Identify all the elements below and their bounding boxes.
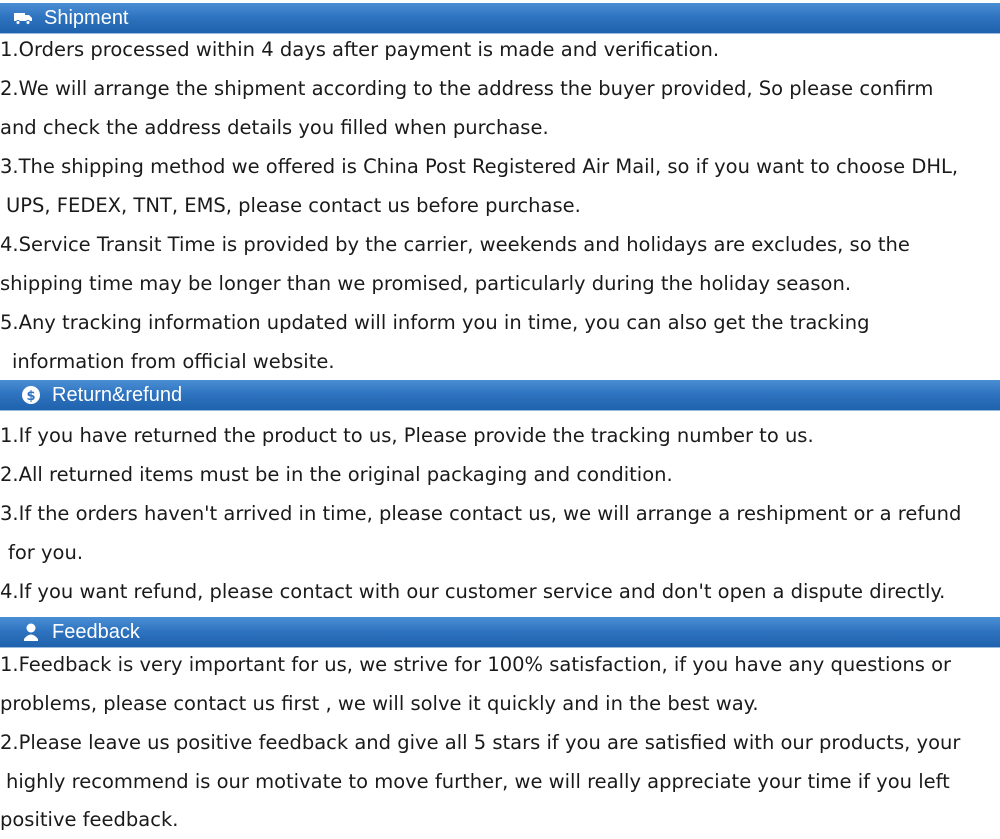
feedback-header-bar: [0, 617, 1000, 647]
shipment-line-4: 3.The shipping method we offered is China Post Registered Air Mail, so if you want to choose DHL,: [0, 155, 959, 178]
shipment-line-2: 2.We will arrange the shipment according to the address the buyer provided, So please confirm: [0, 77, 934, 100]
shipment-line-5: UPS, FEDEX, TNT, EMS, please contact us before purchase.: [6, 194, 581, 217]
return-refund-title: Return&refund: [52, 384, 183, 406]
feedback-line-5: positive feedback.: [0, 808, 179, 831]
shipment-line-3: and check the address details you filled when purchase.: [0, 116, 549, 139]
return-refund-header-bar: [0, 380, 1000, 410]
feedback-title: Feedback: [52, 621, 140, 643]
return-line-2: 2.All returned items must be in the original packaging and condition.: [0, 463, 673, 486]
shipment-line-8: 5.Any tracking information updated will inform you in time, you can also get the tracking: [0, 311, 870, 334]
shipment-line-9: information from official website.: [12, 350, 335, 373]
shipment-line-6: 4.Service Transit Time is provided by the carrier, weekends and holidays are excludes, so the: [0, 233, 910, 256]
svg-text:$: $: [26, 389, 36, 404]
shipment-title: Shipment: [44, 7, 129, 29]
truck-icon: [12, 7, 34, 29]
feedback-line-1: 1.Feedback is very important for us, we strive for 100% satisfaction, if you have any questions or: [0, 653, 952, 676]
return-line-5: 4.If you want refund, please contact with our customer service and don't open a dispute directly.: [0, 580, 946, 603]
user-feedback-icon: [20, 621, 42, 643]
feedback-line-3: 2.Please leave us positive feedback and give all 5 stars if you are satisfied with our products, your: [0, 731, 961, 754]
return-line-3: 3.If the orders haven't arrived in time, please contact us, we will arrange a reshipment or a refund: [0, 502, 962, 525]
shipment-line-7: shipping time may be longer than we promised, particularly during the holiday season.: [0, 272, 852, 295]
feedback-line-2: problems, please contact us first , we will solve it quickly and in the best way.: [0, 692, 759, 715]
feedback-line-4: highly recommend is our motivate to move further, we will really appreciate your time if you left: [6, 770, 950, 793]
shipment-line-1: 1.Orders processed within 4 days after payment is made and verification.: [0, 38, 720, 61]
shipment-header-bar: [0, 3, 1000, 33]
refund-icon: [20, 384, 42, 406]
return-line-4: for you.: [8, 541, 84, 564]
return-line-1: 1.If you have returned the product to us, Please provide the tracking number to us.: [0, 424, 814, 447]
